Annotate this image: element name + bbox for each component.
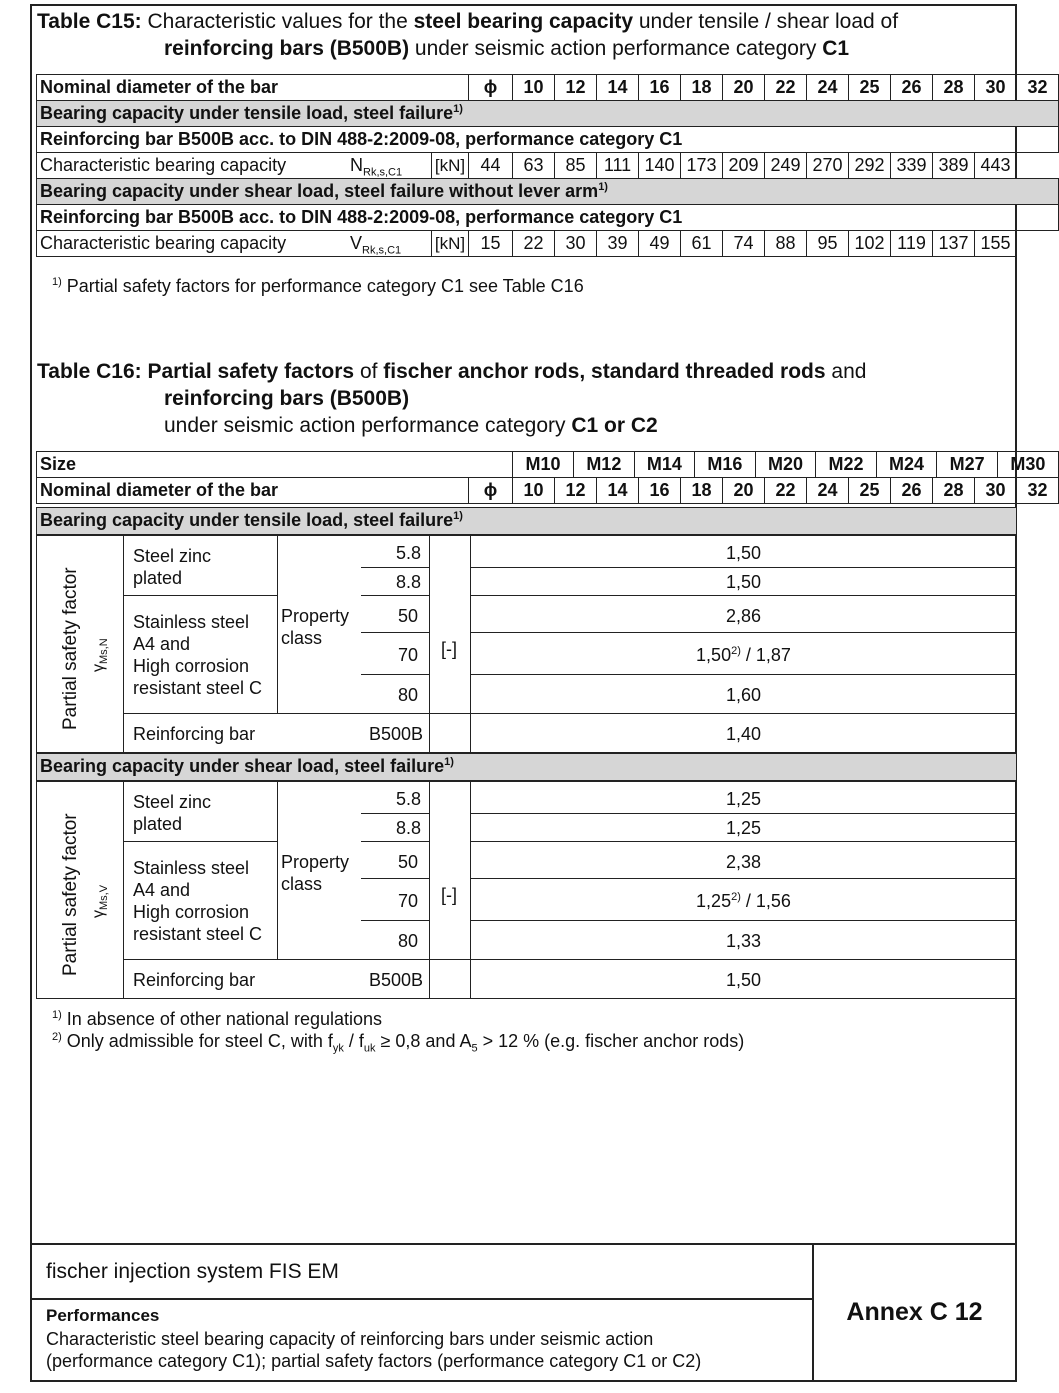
value-cell: 39 (597, 231, 639, 257)
value-cell: 137 (933, 231, 975, 257)
diameter-cell: 25 (849, 478, 891, 504)
diameter-cell: 10 (513, 75, 555, 101)
c16-tensile-section-header: Bearing capacity under tensile load, steel failure$^{1)}$ (36, 507, 1017, 535)
property-class-label: Property class (281, 852, 350, 894)
class-cell: 50 (398, 606, 419, 626)
table-c16-title: Table C16: Partial safety factors of fischer anchor rods, standard threaded rods and reinforcing bars (B500B) under seismic action performance category C1 or C2 (37, 360, 867, 437)
value-cell: 389 (933, 153, 975, 179)
factor-value: 1,50 (725, 572, 762, 592)
class-cell: 8.8 (396, 572, 422, 592)
reinforcing-bar-label: Reinforcing bar (133, 970, 256, 990)
value-cell: 85 (555, 153, 597, 179)
value-cell: 88 (765, 231, 807, 257)
char-capacity-label-n: Characteristic bearing capacity $N_{Rk,s,C1}$ (37, 153, 432, 179)
psf-label-shear: Partial safety factor (60, 813, 81, 976)
stainless-label: Stainless steel A4 and High corrosion resistant steel C (133, 612, 263, 698)
annex-label: Annex C 12 (846, 1298, 983, 1326)
unit-cell: [kN] (432, 153, 469, 179)
factor-value: 1,50 (725, 970, 762, 990)
steel-zinc-label: Steel zinc plated (133, 792, 212, 834)
diameter-label: Nominal diameter of the bar (37, 478, 469, 504)
tensile-section-header: Bearing capacity under tensile load, steel failure$^{1)}$ (37, 101, 1059, 127)
gamma-ms-n: $\gamma_{Ms,N}$ (90, 638, 111, 672)
phi-symbol: ϕ (469, 75, 513, 101)
value-cell: 63 (513, 153, 555, 179)
factor-value-split: 1,25$^{2)}$ / 1,56 (696, 891, 791, 911)
value-cell: 111 (597, 153, 639, 179)
b500b-cell: B500B (369, 970, 424, 990)
steel-zinc-label: Steel zinc plated (133, 546, 212, 588)
diameter-cell: 32 (1017, 75, 1059, 101)
shear-subheader: Reinforcing bar B500B acc. to DIN 488-2:2009-08, performance category C1 (37, 205, 1059, 231)
diameter-cell: 28 (933, 478, 975, 504)
factor-value: 2,38 (725, 852, 762, 872)
class-cell: 80 (398, 685, 419, 705)
footer-performances: Performances (46, 1306, 160, 1325)
class-cell: 80 (398, 931, 419, 951)
stainless-label: Stainless steel A4 and High corrosion resistant steel C (133, 858, 263, 944)
value-cell: 292 (849, 153, 891, 179)
size-label: Size (37, 452, 513, 478)
size-cell: M20 (755, 452, 816, 477)
diameter-cell: 12 (555, 75, 597, 101)
value-cell: 44 (469, 153, 513, 179)
diameter-cell: 28 (933, 75, 975, 101)
phi-symbol: ϕ (469, 478, 513, 504)
c16-footnote-1: $^{1)}$ In absence of other national regulations (52, 1009, 383, 1029)
value-cell: 209 (723, 153, 765, 179)
unitless-cell: [-] (441, 639, 457, 659)
value-cell: 155 (975, 231, 1017, 257)
factor-value: 1,25 (725, 818, 762, 838)
diameter-cell: 24 (807, 478, 849, 504)
size-cell: M14 (634, 452, 695, 477)
diameter-label: Nominal diameter of the bar (37, 75, 469, 101)
value-cell: 140 (639, 153, 681, 179)
table-c15 (36, 74, 1059, 257)
b500b-cell: B500B (369, 724, 424, 744)
unitless-cell: [-] (441, 885, 457, 905)
factor-value: 1,60 (725, 685, 762, 705)
size-cell: M10 (513, 452, 574, 477)
size-cell: M27 (937, 452, 998, 477)
diameter-cell: 26 (891, 75, 933, 101)
value-cell: 49 (639, 231, 681, 257)
value-cell: 119 (891, 231, 933, 257)
value-cell: 270 (807, 153, 849, 179)
psf-label-tensile: Partial safety factor (60, 567, 81, 730)
class-cell: 70 (398, 891, 419, 911)
diameter-cell: 20 (723, 75, 765, 101)
diameter-cell: 14 (597, 75, 639, 101)
class-cell: 5.8 (396, 789, 422, 809)
table-c16-header (36, 451, 1059, 504)
class-cell: 50 (398, 852, 419, 872)
diameter-cell: 30 (975, 478, 1017, 504)
value-cell: 30 (555, 231, 597, 257)
diameter-cell: 26 (891, 478, 933, 504)
diameter-cell: 30 (975, 75, 1017, 101)
property-class-label: Property class (281, 606, 350, 648)
table-c15-title: Table C15: Characteristic values for the steel bearing capacity under tensile / shear load of reinforcing bars (B500B) under seismic action performance category C1 (37, 10, 899, 60)
size-cell: M12 (574, 452, 635, 477)
footer-description: Characteristic steel bearing capacity of reinforcing bars under seismic action (performance category C1); partial safety factors (performance category C1 or C2) (46, 1329, 702, 1371)
diameter-cell: 32 (1017, 478, 1059, 504)
footer-system-name: fischer injection system FIS EM (46, 1260, 339, 1283)
value-cell: 173 (681, 153, 723, 179)
diameter-cell: 22 (765, 478, 807, 504)
diameter-cell: 10 (513, 478, 555, 504)
diameter-cell: 25 (849, 75, 891, 101)
factor-value: 1,33 (725, 931, 762, 951)
value-cell: 74 (723, 231, 765, 257)
size-cell: M16 (695, 452, 756, 477)
size-cell: M30 (1010, 454, 1046, 474)
value-cell: 61 (681, 231, 723, 257)
shear-section-header: Bearing capacity under shear load, steel failure without lever arm$^{1)}$ (37, 179, 1059, 205)
factor-value: 1,40 (725, 724, 762, 744)
value-cell: 249 (765, 153, 807, 179)
value-cell: 15 (469, 231, 513, 257)
diameter-cell: 16 (639, 478, 681, 504)
value-cell: 339 (891, 153, 933, 179)
size-cell: M24 (876, 452, 937, 477)
c16-shear-section-header: Bearing capacity under shear load, steel failure$^{1)}$ (36, 753, 1017, 781)
diameter-cell: 14 (597, 478, 639, 504)
diameter-cell: 12 (555, 478, 597, 504)
tensile-subheader: Reinforcing bar B500B acc. to DIN 488-2:2009-08, performance category C1 (37, 127, 1059, 153)
c15-footnote: $^{1)}$ Partial safety factors for performance category C1 see Table C16 (52, 276, 584, 296)
diameter-cell: 18 (681, 478, 723, 504)
unit-cell: [kN] (432, 231, 469, 257)
char-capacity-label-v: Characteristic bearing capacity $V_{Rk,s,C1}$ (37, 231, 432, 257)
reinforcing-bar-label: Reinforcing bar (133, 724, 256, 744)
class-cell: 5.8 (396, 543, 422, 563)
diameter-cell: 16 (639, 75, 681, 101)
size-cell: M22 (816, 452, 877, 477)
value-cell: 22 (513, 231, 555, 257)
value-cell: 102 (849, 231, 891, 257)
diameter-cell: 18 (681, 75, 723, 101)
factor-value: 1,25 (725, 789, 762, 809)
value-cell: 443 (975, 153, 1017, 179)
gamma-ms-v: $\gamma_{Ms,V}$ (90, 884, 111, 918)
class-cell: 70 (398, 645, 419, 665)
factor-value: 1,50 (725, 543, 762, 563)
value-cell: 95 (807, 231, 849, 257)
diameter-cell: 20 (723, 478, 765, 504)
class-cell: 8.8 (396, 818, 422, 838)
c16-footnote-2: $^{2)}$ Only admissible for steel C, with $f_{yk} / f_{uk} \ge 0,8$ and $A_5 > 12$ % (e.g. fischer anchor rods) (52, 1031, 745, 1055)
diameter-cell: 22 (765, 75, 807, 101)
factor-value: 2,86 (725, 606, 762, 626)
diameter-cell: 24 (807, 75, 849, 101)
factor-value-split: 1,50$^{2)}$ / 1,87 (696, 645, 791, 665)
